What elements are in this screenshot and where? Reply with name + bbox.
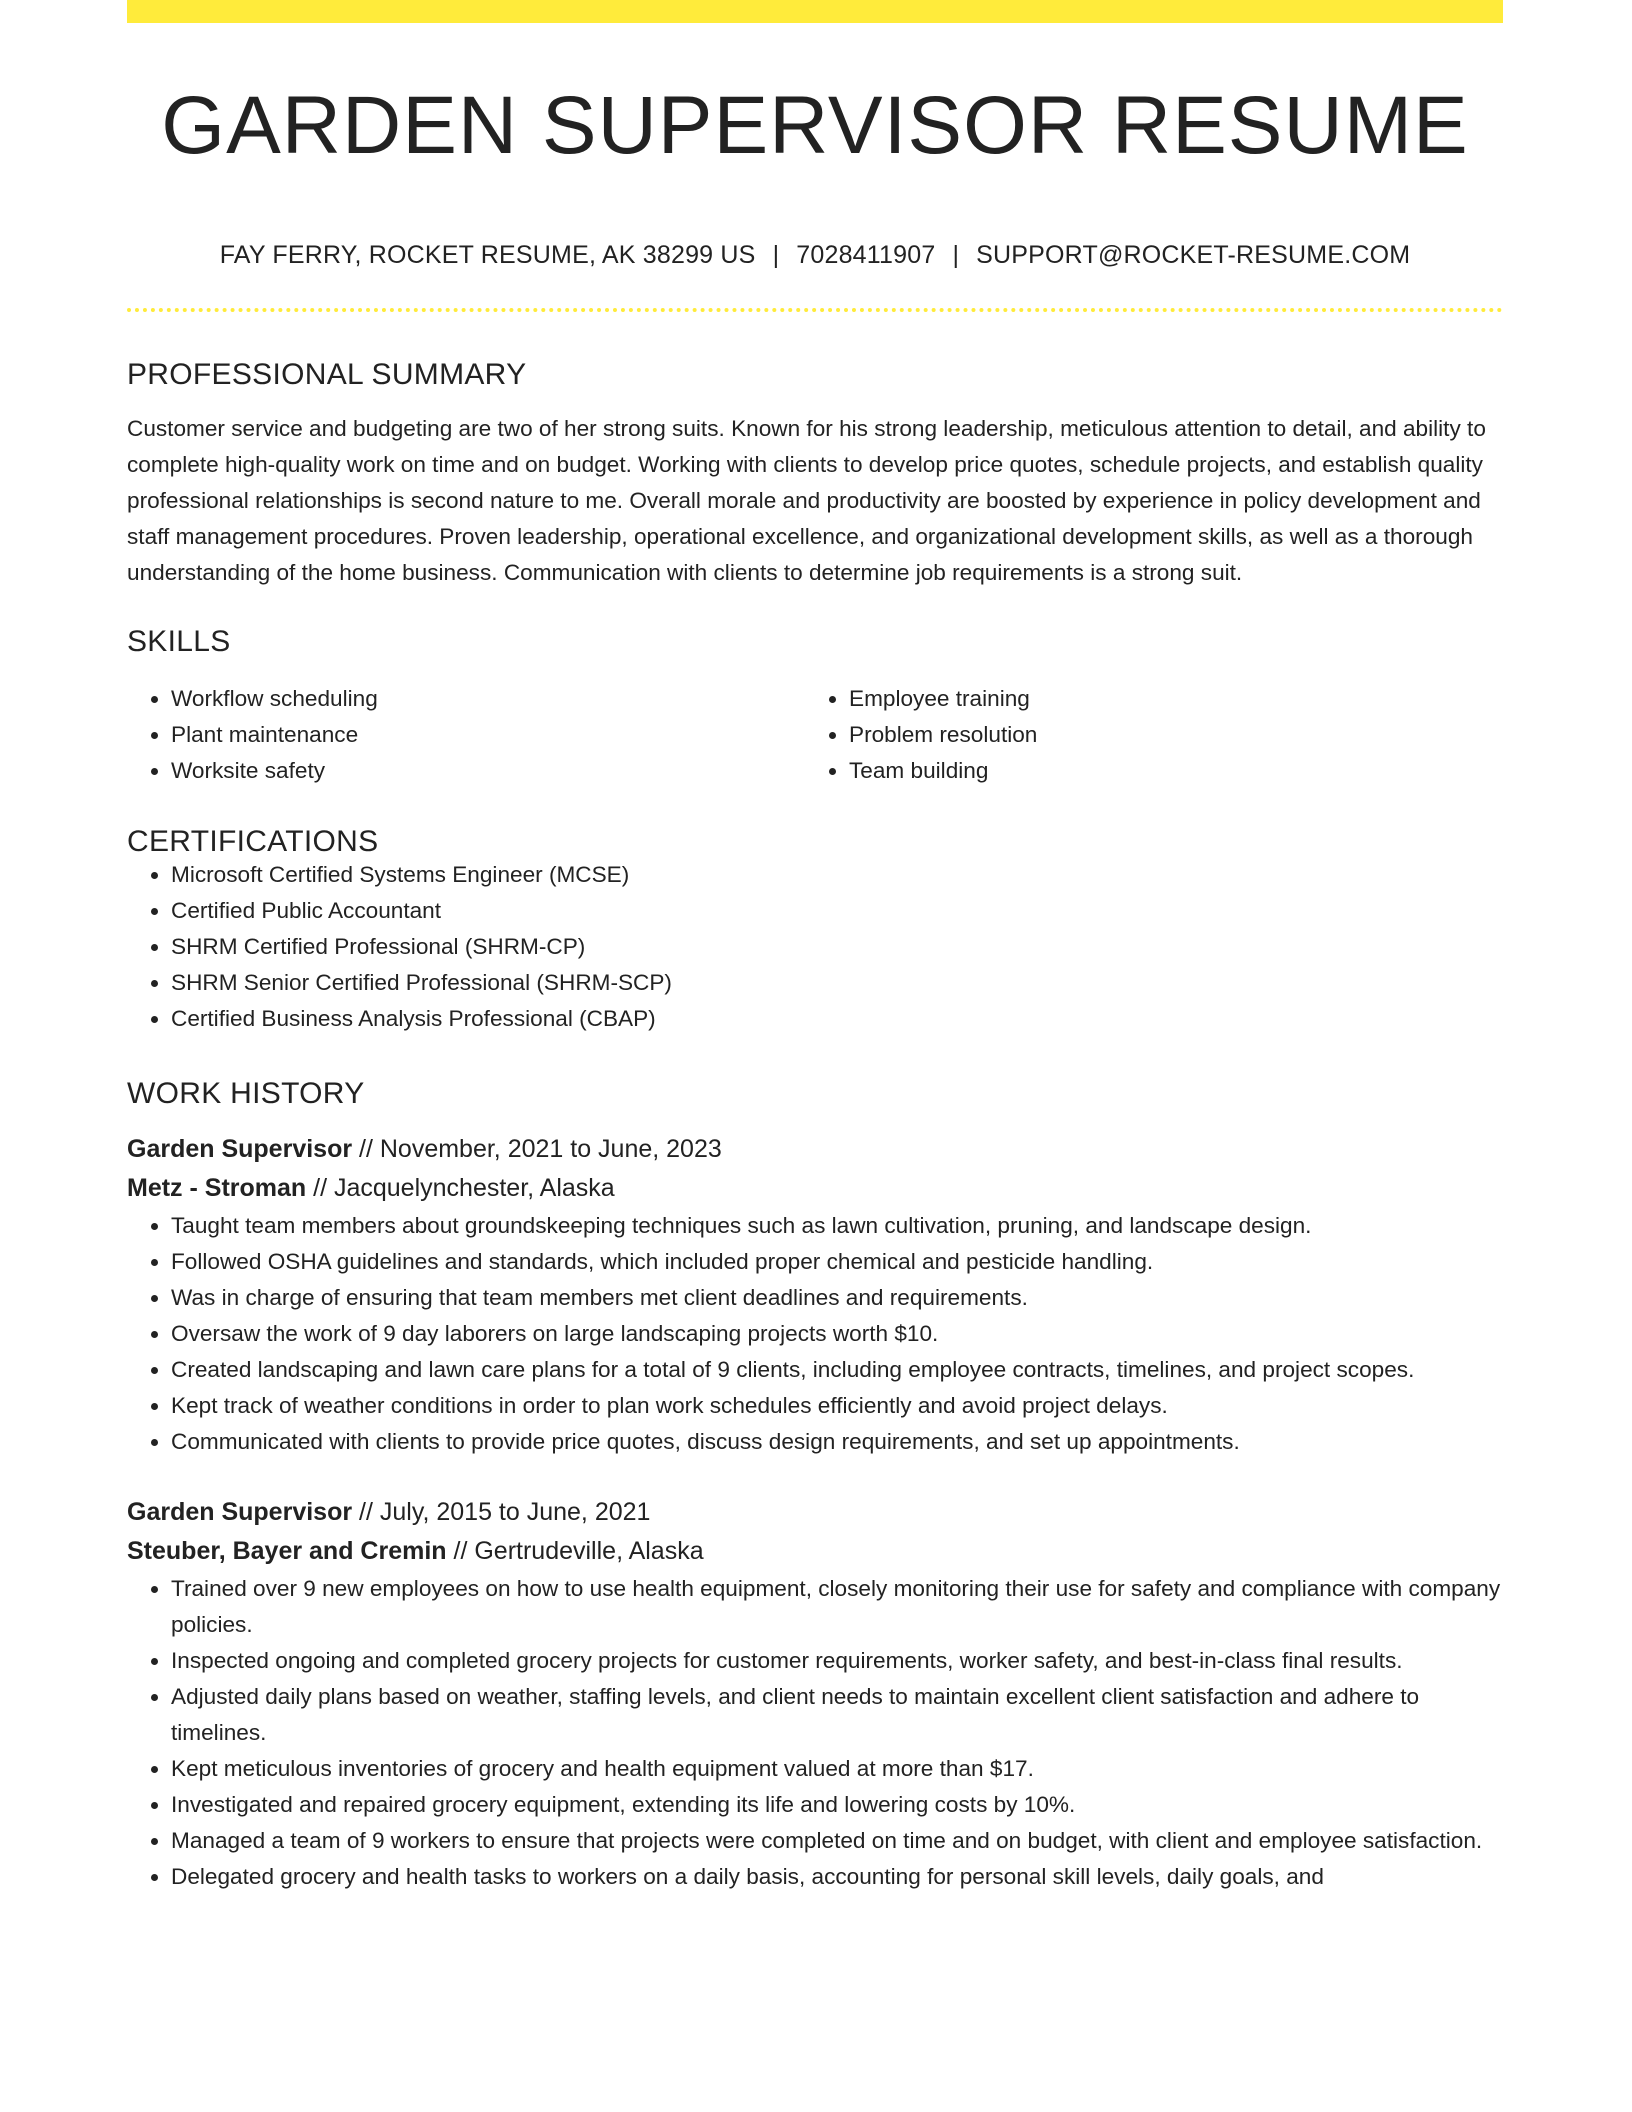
skills-heading: SKILLS: [127, 625, 231, 658]
top-accent-bar: [127, 0, 1503, 23]
skill-item: • Worksite safety: [171, 753, 805, 789]
job-title-line: [127, 1130, 1503, 1169]
certification-item: • Microsoft Certified Systems Engineer (MCSE): [171, 857, 1503, 893]
page-title: GARDEN SUPERVISOR RESUME: [161, 80, 1469, 171]
job-duties-list: [127, 1208, 1503, 1460]
skills-column-right: [805, 681, 1483, 789]
skill-item: • Problem resolution: [849, 717, 1483, 753]
certification-item: • Certified Business Analysis Professional (CBAP): [171, 1001, 1503, 1037]
contact-separator: |: [952, 241, 960, 269]
job-company: Steuber, Bayer and Cremin: [127, 1537, 447, 1565]
job-duty-item: • Followed OSHA guidelines and standards, which included proper chemical and pesticide handling.: [171, 1244, 1503, 1280]
skill-item: • Team building: [849, 753, 1483, 789]
job-entry: [127, 1493, 1503, 1895]
job-company: Metz - Stroman: [127, 1174, 307, 1202]
job-dates: // July, 2015 to June, 2021: [352, 1498, 651, 1526]
job-location: // Gertrudeville, Alaska: [446, 1537, 704, 1565]
certifications-list: [127, 857, 1503, 1037]
skills-list-left: [127, 681, 805, 789]
contact-line: [127, 243, 1503, 268]
skill-item: • Plant maintenance: [171, 717, 805, 753]
job-duties-list: [127, 1571, 1503, 1895]
job-duty-item: • Investigated and repaired grocery equipment, extending its life and lowering costs by 10%.: [171, 1787, 1503, 1823]
job-title-line: [127, 1493, 1503, 1532]
job-title: Garden Supervisor: [127, 1135, 353, 1163]
job-duty-item: • Communicated with clients to provide price quotes, discuss design requirements, and set up appointments.: [171, 1424, 1503, 1460]
contact-address: FAY FERRY, ROCKET RESUME, AK 38299 US: [219, 241, 756, 269]
dotted-divider: [127, 308, 1503, 312]
job-duty-item: • Managed a team of 9 workers to ensure that projects were completed on time and on budget, with client and employee satisfaction.: [171, 1823, 1503, 1859]
contact-email: SUPPORT@ROCKET-RESUME.COM: [976, 241, 1411, 269]
job-duty-item: • Kept track of weather conditions in order to plan work schedules efficiently and avoid project delays.: [171, 1388, 1503, 1424]
job-title: Garden Supervisor: [127, 1498, 353, 1526]
job-dates: // November, 2021 to June, 2023: [352, 1135, 722, 1163]
summary-text: Customer service and budgeting are two of her strong suits. Known for his strong leadership, meticulous attention to detail, and ability to complete high-quality work on time and on budget. Working with clients to develop price quotes, schedule projects, and establish quality professional relationships is second nature to me. Overall morale and productivity are boosted by experience in policy development and staff management procedures. Proven leadership, operational excellence, and organizational development skills, as well as a thorough understanding of the home business. Communication with clients to determine job requirements is a strong suit.: [127, 416, 1486, 585]
contact-phone: 7028411907: [796, 241, 936, 269]
skill-item: • Workflow scheduling: [171, 681, 805, 717]
job-duty-item: • Trained over 9 new employees on how to use health equipment, closely monitoring their use for safety and compliance with company policies.: [171, 1571, 1503, 1643]
job-duty-item: • Adjusted daily plans based on weather, staffing levels, and client needs to maintain excellent client satisfaction and adhere to timelines.: [171, 1679, 1503, 1751]
job-location: // Jacquelynchester, Alaska: [306, 1174, 615, 1202]
job-duty-item: • Oversaw the work of 9 day laborers on large landscaping projects worth $10.: [171, 1316, 1503, 1352]
summary-heading: PROFESSIONAL SUMMARY: [127, 358, 527, 391]
job-company-line: [127, 1169, 1503, 1208]
job-duty-item: • Kept meticulous inventories of grocery and health equipment valued at more than $17.: [171, 1751, 1503, 1787]
skill-item: • Employee training: [849, 681, 1483, 717]
job-duty-item: • Taught team members about groundskeeping techniques such as lawn cultivation, pruning, and landscape design.: [171, 1208, 1503, 1244]
work-history-heading: WORK HISTORY: [127, 1077, 365, 1110]
certifications-heading: CERTIFICATIONS: [127, 825, 379, 858]
certification-item: • Certified Public Accountant: [171, 893, 1503, 929]
resume-page: [127, 0, 1503, 1895]
skills-column-left: [127, 681, 805, 789]
job-duty-item: • Delegated grocery and health tasks to workers on a daily basis, accounting for personal skill levels, daily goals, and: [171, 1859, 1503, 1895]
job-entry: [127, 1130, 1503, 1460]
job-duty-item: • Inspected ongoing and completed grocery projects for customer requirements, worker safety, and best-in-class final results.: [171, 1643, 1503, 1679]
skills-grid: [127, 681, 1503, 789]
job-duty-item: • Was in charge of ensuring that team members met client deadlines and requirements.: [171, 1280, 1503, 1316]
skills-list-right: [805, 681, 1483, 789]
certification-item: • SHRM Certified Professional (SHRM-CP): [171, 929, 1503, 965]
certification-item: • SHRM Senior Certified Professional (SHRM-SCP): [171, 965, 1503, 1001]
contact-separator: |: [772, 241, 780, 269]
job-company-line: [127, 1532, 1503, 1571]
job-duty-item: • Created landscaping and lawn care plans for a total of 9 clients, including employee contracts, timelines, and project scopes.: [171, 1352, 1503, 1388]
